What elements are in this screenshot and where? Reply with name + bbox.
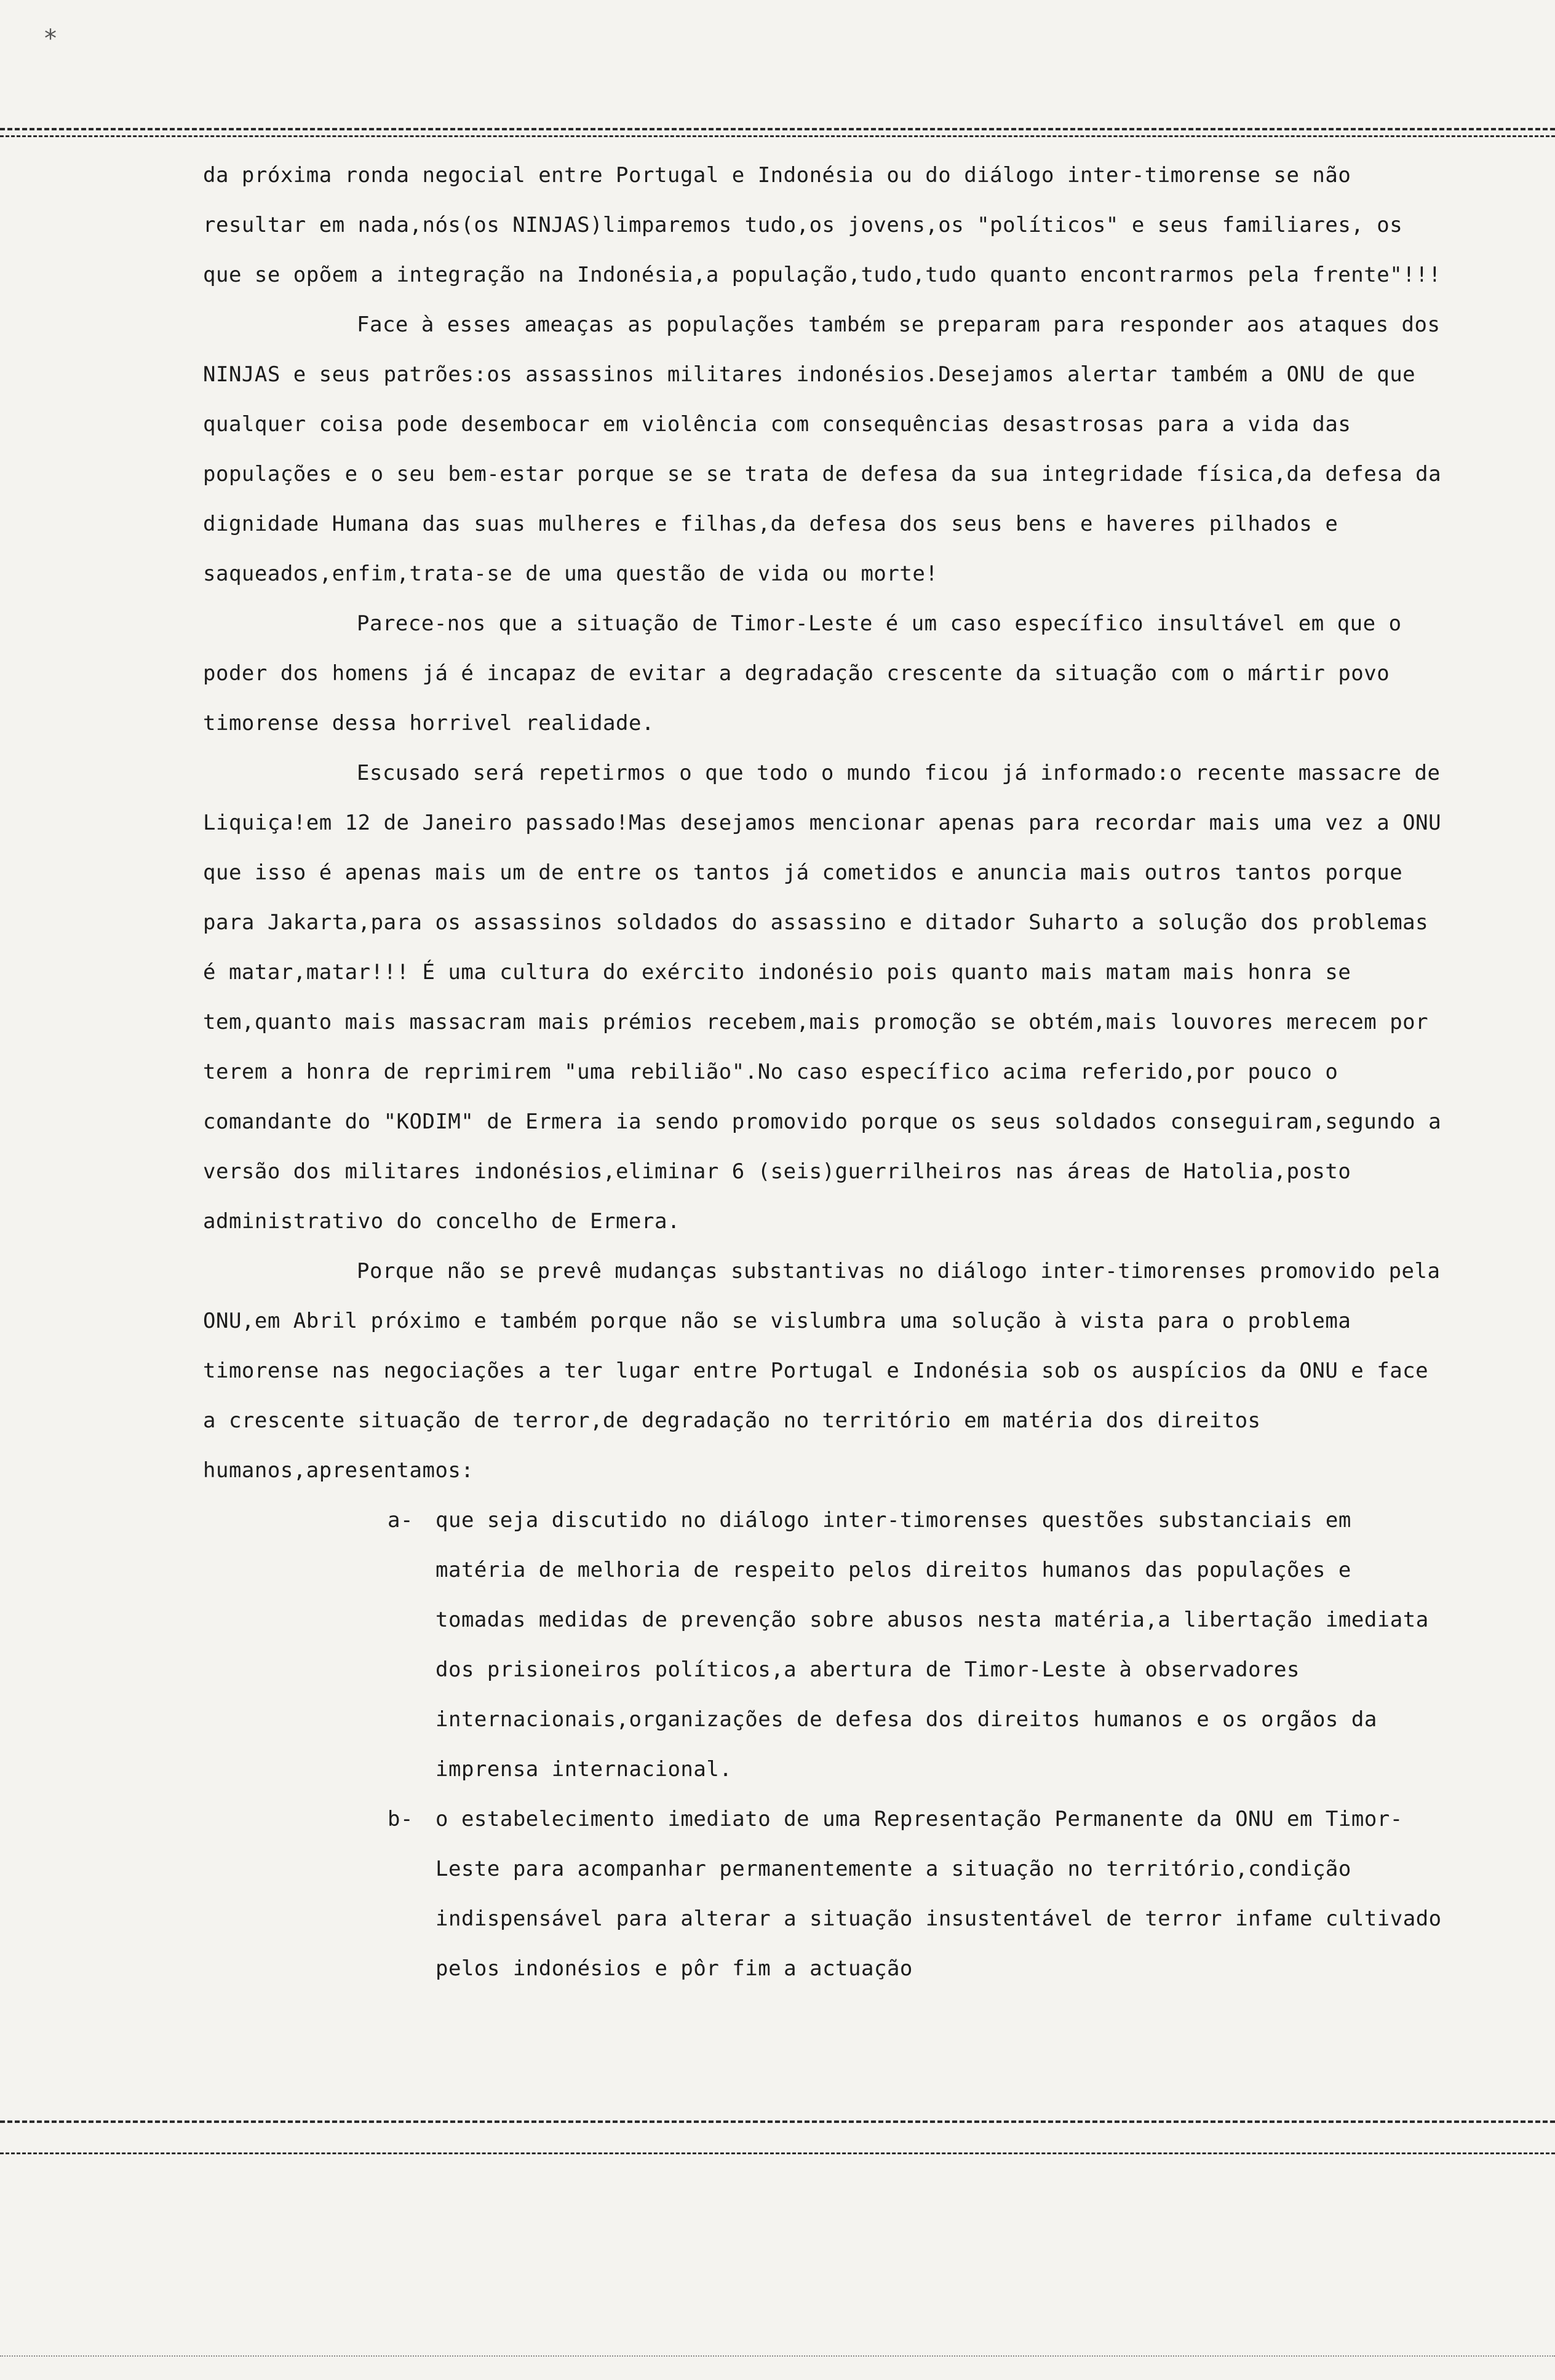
list-item bbox=[388, 1496, 1446, 1795]
paragraph: Face à esses ameaças as populações também se preparam para responder aos ataques dos NINJAS e seus patrões:os assassinos militares indonésios.Desejamos alertar também a ONU de que qualquer coisa pode desembocar em violência com consequências desastrosas para a vida das populações e o seu bem-estar porque se se trata de defesa da sua integridade física,da defesa da dignidade Humana das suas mulheres e filhas,da defesa dos seus bens e haveres pilhados e saqueados,enfim,trata-se de uma questão de vida ou morte! bbox=[203, 312, 1442, 586]
top-dashed-rule bbox=[0, 128, 1555, 130]
ink-speck-mark: * bbox=[43, 25, 58, 53]
paragraph: da próxima ronda negocial entre Portugal e Indonésia ou do diálogo inter-timorense se não resultar em nada,nós(os NINJAS)limparemos tudo,os jovens,os "políticos" e seus familiares, os que se opõem a integração na Indonésia,a população,tudo,tudo quanto encontrarmos pela frente"!!! bbox=[203, 163, 1442, 287]
list-item-marker: a- bbox=[388, 1508, 413, 1533]
page-edge-mark bbox=[0, 2355, 1555, 2357]
paragraph: Porque não se prevê mudanças substantivas no diálogo inter-timorenses promovido pela ONU,em Abril próximo e também porque não se vislumbra uma solução à vista para o problema timorense nas negociações a ter lugar entre Portugal e Indonésia sob os auspícios da ONU e face a crescente situação de terror,de degradação no território em matéria dos direitos humanos,apresentamos: bbox=[203, 1259, 1441, 1483]
list-item-text: que seja discutido no diálogo inter-timorenses questões substanciais em matéria de melhoria de respeito pelos direitos humanos das populações e tomadas medidas de prevenção sobre abusos nesta matéria,a libertação imediata dos prisioneiros políticos,a abertura de Timor-Leste à observadores internacionais,organizações de defesa dos direitos humanos e os orgãos da imprensa internacional. bbox=[435, 1508, 1429, 1782]
bottom-dashed-rule-second bbox=[0, 2152, 1555, 2154]
paragraph: Escusado será repetirmos o que todo o mundo ficou já informado:o recente massacre de Liquiça!em 12 de Janeiro passado!Mas desejamos mencionar apenas para recordar mais uma vez a ONU que isso é apenas mais um de entre os tantos já cometidos e anuncia mais outros tantos porque para Jakarta,para os assassinos soldados do assassino e ditador Suharto a solução dos problemas é matar,matar!!! É uma cultura do exército indonésio pois quanto mais matam mais honra se tem,quanto mais massacram mais prémios recebem,mais promoção se obtém,mais louvores merecem por terem a honra de reprimirem "uma rebilião".No caso específico acima referido,por pouco o comandante do "KODIM" de Ermera ia sendo promovido porque os seus soldados conseguiram,segundo a versão dos militares indonésios,eliminar 6 (seis)guerrilheiros nas áreas de Hatolia,posto administrativo do concelho de Ermera. bbox=[203, 761, 1442, 1234]
list-item bbox=[388, 1795, 1446, 1994]
bottom-dashed-rule bbox=[0, 2120, 1555, 2123]
list-item-marker: b- bbox=[388, 1807, 413, 1831]
paragraph: Parece-nos que a situação de Timor-Leste é um caso específico insultável em que o poder dos homens já é incapaz de evitar a degradação crescente da situação com o mártir povo timorense dessa horrivel realidade. bbox=[203, 611, 1402, 736]
list-item-text: o estabelecimento imediato de uma Representação Permanente da ONU em Timor-Leste para acompanhar permanentemente a situação no território,condição indispensável para alterar a situação insustentável de terror infame cultivado pelos indonésios e pôr fim a actuação bbox=[435, 1807, 1442, 1981]
document-body bbox=[203, 151, 1446, 1994]
proposal-list bbox=[388, 1496, 1446, 1994]
top-dashed-rule-second bbox=[0, 135, 1555, 137]
